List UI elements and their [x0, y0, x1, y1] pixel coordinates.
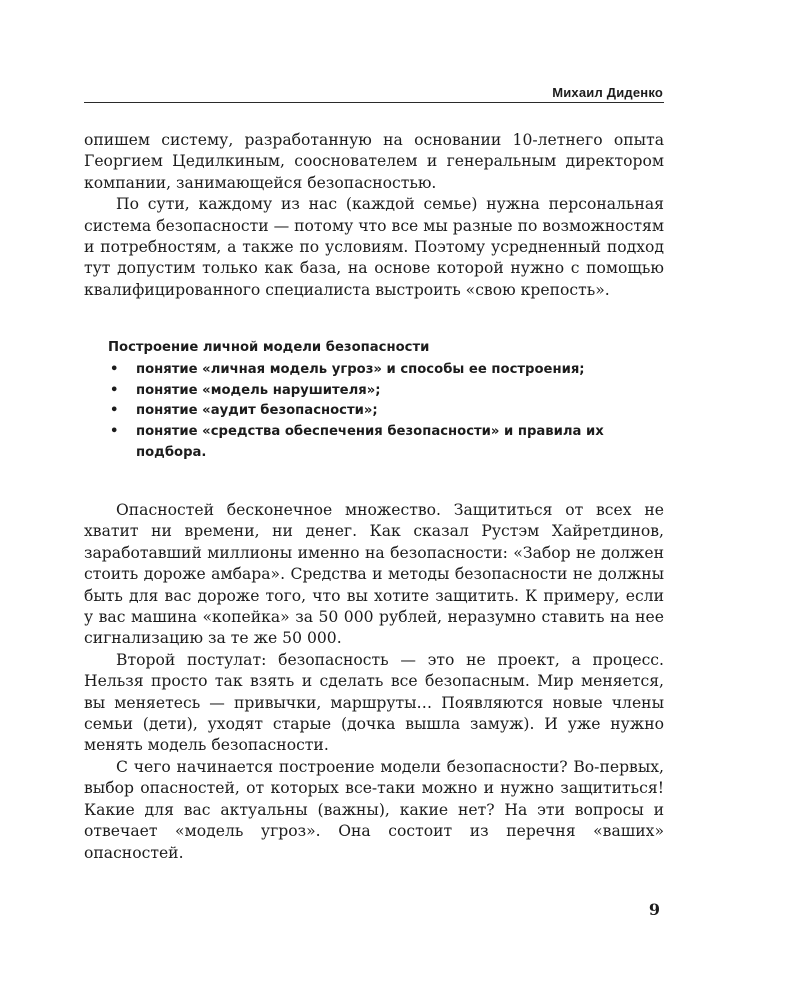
topic-list: [108, 360, 628, 464]
topic-list-item: [108, 381, 628, 402]
paragraph-continuation: опишем систему, разработанную на основании 10-летнего опыта Георгием Цедилкиным, сооснователем и генеральным директором компании, занимающейся безопасностью.: [84, 131, 664, 192]
bullet-icon: •: [110, 382, 119, 398]
paragraph: По сути, каждому из нас (каждой семье) нужна персональная система безопасности — потому что все мы разные по возможностям и потребностям, а также по условиям. Поэтому усредненный подход тут допустим только как база, на основе которой нужно с помощью квалифицированного специалиста выстроить «свою крепость».: [84, 195, 664, 299]
topic-box-title: Построение личной модели безопасности: [108, 340, 430, 355]
bullet-icon: •: [110, 361, 119, 377]
running-header-author: Михаил Диденко: [552, 85, 663, 100]
paragraph: С чего начинается построение модели безопасности? Во-первых, выбор опасностей, от которых все-таки можно и нужно защититься! Какие для вас актуальны (важны), какие нет? На эти вопросы и отвечает «модель угроз». Она состоит из перечня «ваших» опасностей.: [84, 757, 664, 862]
topic-list-item: [108, 360, 628, 381]
header-rule: [84, 102, 664, 103]
paragraph: Опасностей бесконечное множество. Защититься от всех не хватит ни времени, ни денег. Как сказал Рустэм Хайретдинов, заработавший миллионы именно на безопасности: «Забор не должен стоить дороже амбара». Средства и методы безопасности не должны быть для вас дороже того, что вы хотите защитить. К примеру, если у вас машина «копейка» за 50 000 рублей, неразумно ставить на нее сигнализацию за те же 50 000.: [84, 501, 664, 648]
paragraph: Второй постулат: безопасность — это не проект, а процесс. Нельзя просто так взять и сделать все безопасным. Мир меняется, вы меняетесь — привычки, маршруты… Появляются новые члены семьи (дети), уходят старые (дочка вышла замуж). И уже нужно менять модель безопасности.: [84, 650, 664, 755]
main-text-block: [84, 500, 664, 864]
bullet-icon: •: [110, 424, 119, 440]
topic-item-text: понятие «аудит безопасности»;: [136, 403, 378, 419]
bullet-icon: •: [110, 403, 119, 419]
topic-item-text: понятие «личная модель угроз» и способы ее построения;: [136, 361, 585, 377]
topic-list-item: [108, 401, 628, 422]
topic-item-text: понятие «модель нарушителя»;: [136, 382, 381, 398]
intro-text-block: [84, 130, 664, 301]
topic-list-item: [108, 422, 628, 464]
topic-item-text: понятие «средства обеспечения безопасности» и правила их подбора.: [136, 424, 604, 460]
page-number: 9: [648, 900, 660, 919]
topic-box: [108, 338, 628, 464]
